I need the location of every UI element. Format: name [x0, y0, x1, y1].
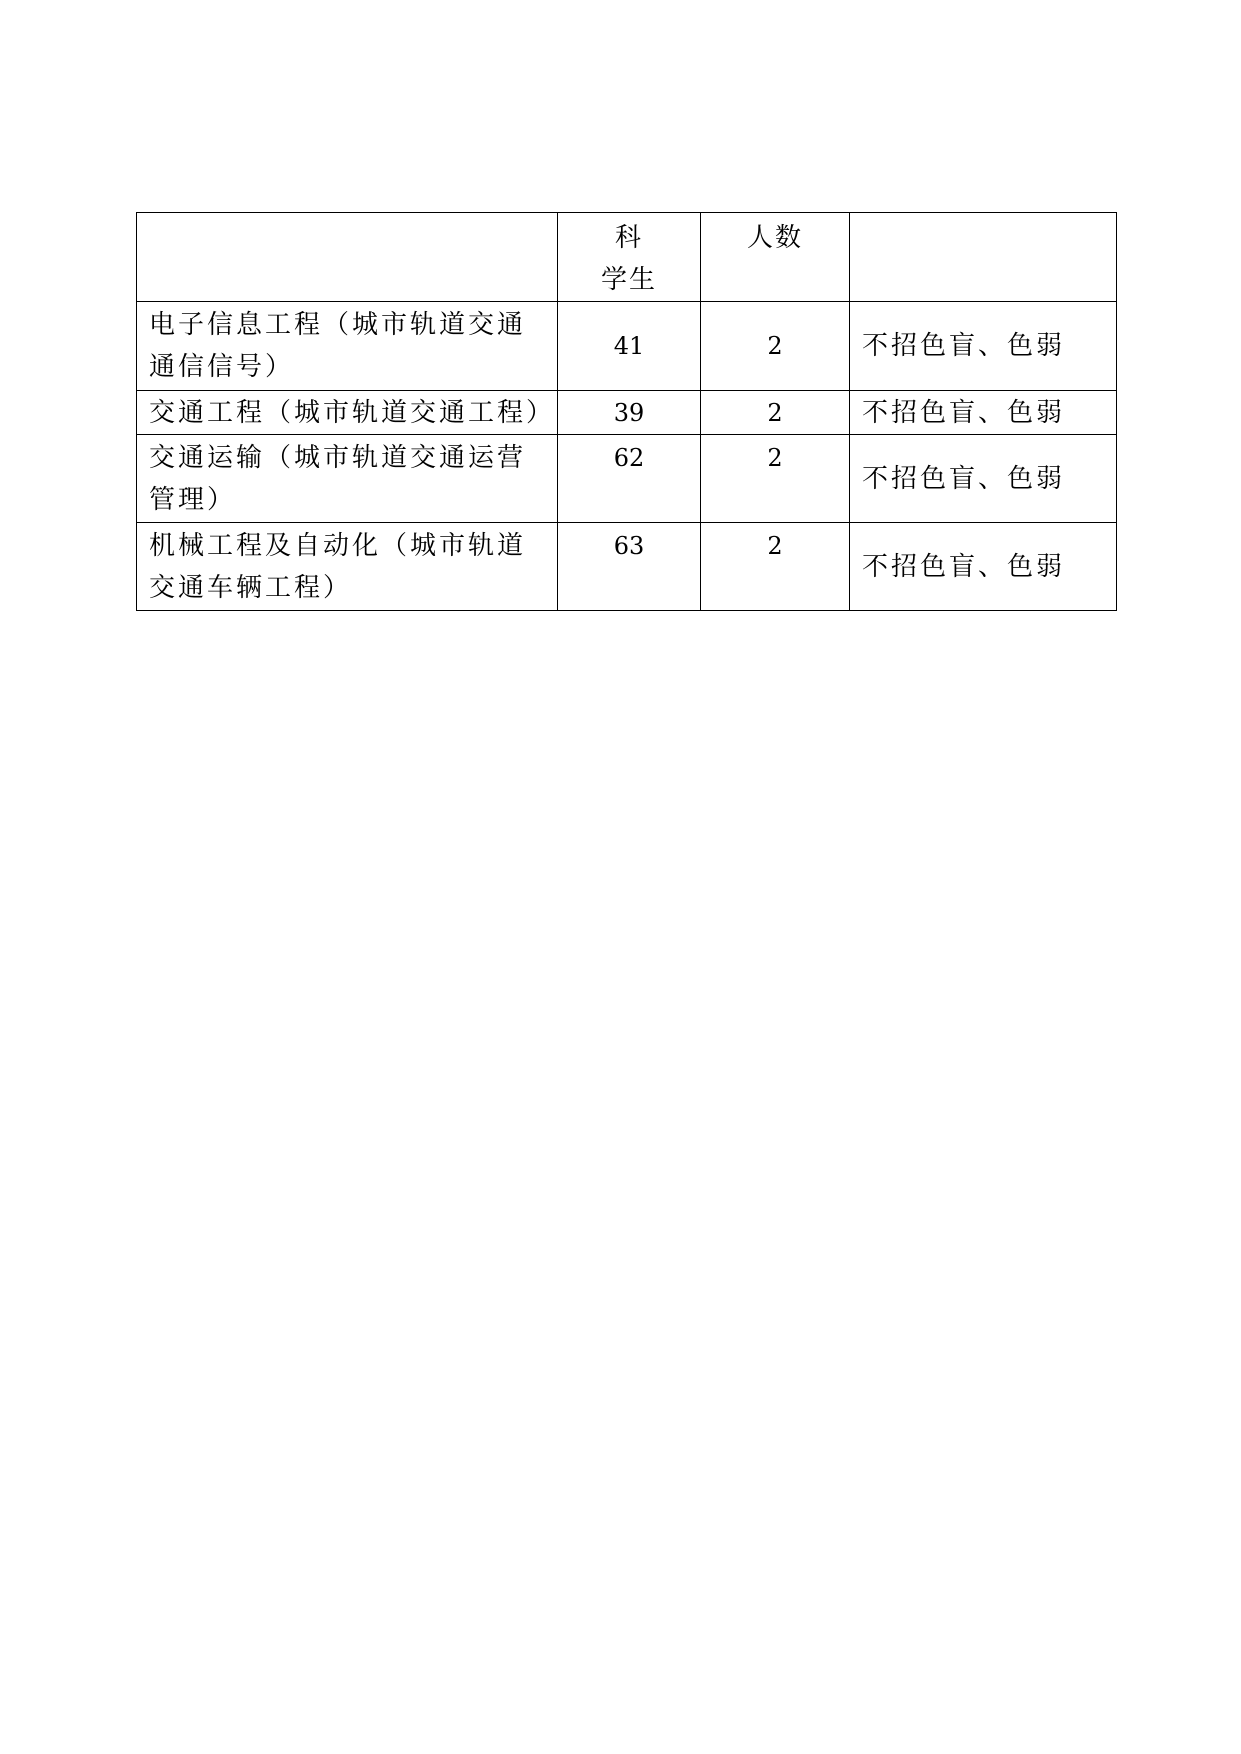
student-count-cell: 63 — [558, 523, 701, 611]
major-cell: 电子信息工程（城市轨道交通通信信号） — [137, 302, 558, 391]
table-row — [137, 302, 1117, 391]
note-cell: 不招色盲、色弱 — [850, 302, 1117, 391]
header-students-line2: 学生 — [600, 265, 657, 295]
student-count-cell: 41 — [558, 302, 701, 391]
header-cell-count: 人数 — [701, 213, 850, 302]
student-count-cell: 39 — [558, 391, 701, 435]
note-cell: 不招色盲、色弱 — [850, 391, 1117, 435]
note-cell: 不招色盲、色弱 — [850, 435, 1117, 523]
table-row — [137, 523, 1117, 611]
header-cell-note — [850, 213, 1117, 302]
student-count-cell: 62 — [558, 435, 701, 523]
enrollment-count-cell: 2 — [701, 391, 850, 435]
header-cell-major — [137, 213, 558, 302]
note-cell: 不招色盲、色弱 — [850, 523, 1117, 611]
major-cell: 交通工程（城市轨道交通工程） — [137, 391, 558, 435]
table-row — [137, 435, 1117, 523]
header-cell-students — [558, 213, 701, 302]
table-row — [137, 391, 1117, 435]
major-cell: 交通运输（城市轨道交通运营管理） — [137, 435, 558, 523]
enrollment-count-cell: 2 — [701, 523, 850, 611]
enrollment-count-cell: 2 — [701, 302, 850, 391]
table-header-row — [137, 213, 1117, 302]
header-students-line1: 科 — [614, 223, 643, 253]
enrollment-table — [136, 212, 1117, 611]
major-cell: 机械工程及自动化（城市轨道交通车辆工程） — [137, 523, 558, 611]
enrollment-count-cell: 2 — [701, 435, 850, 523]
